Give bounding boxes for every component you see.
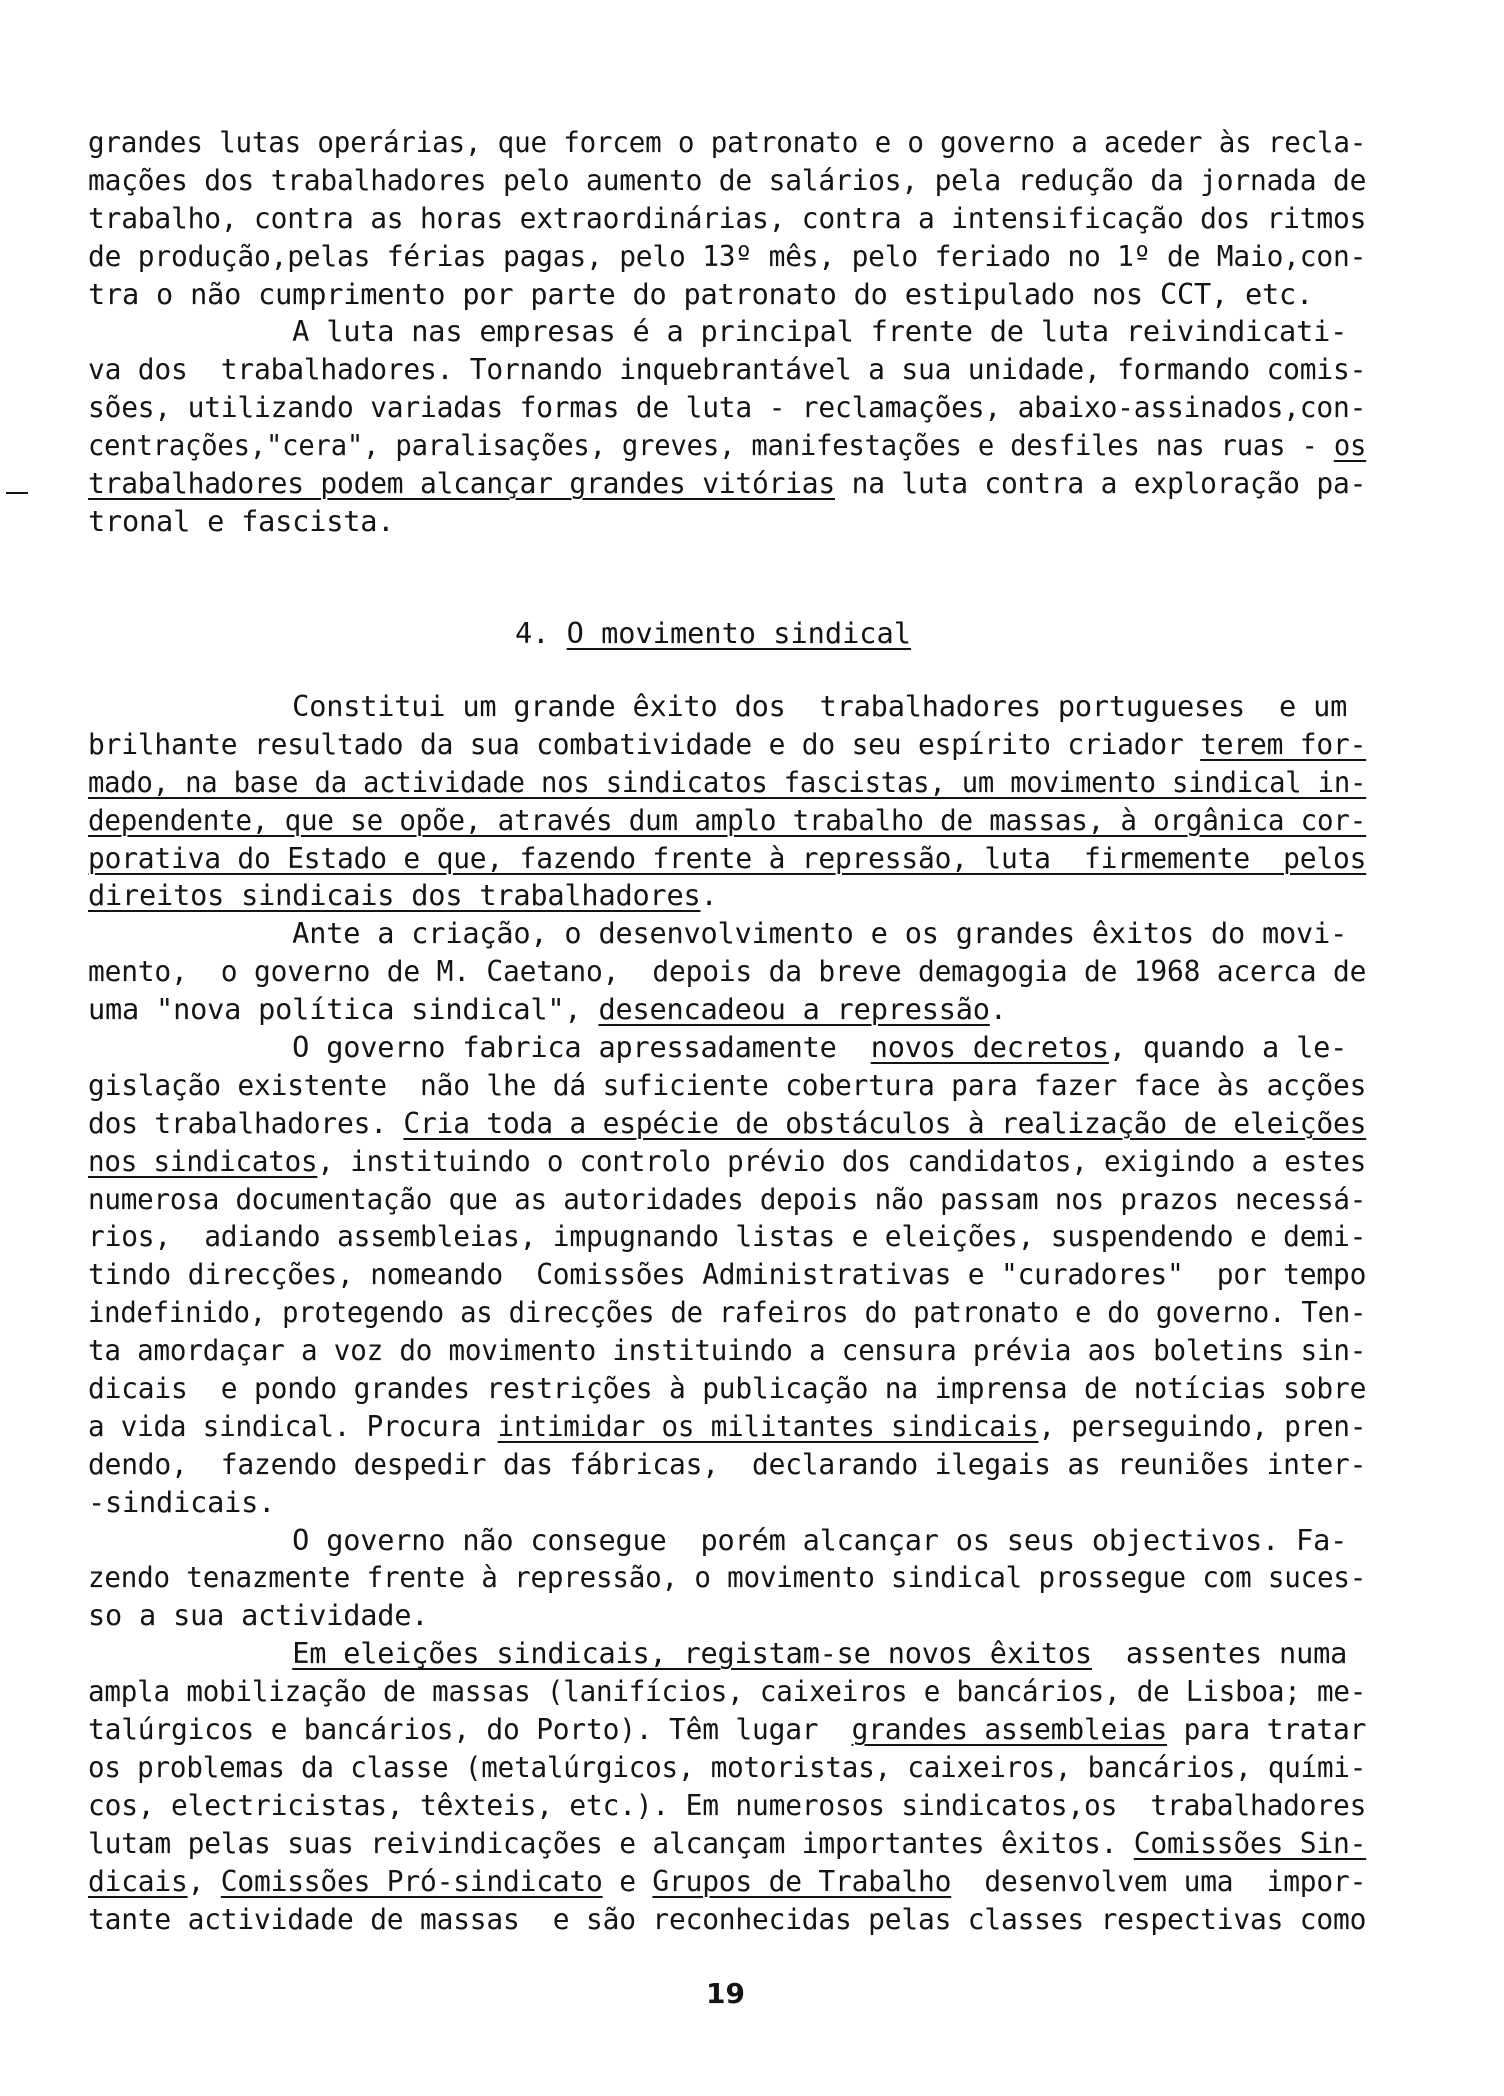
- text-segment: cos, electricistas, têxteis, etc.). Em numerosos sindicatos,os trabalhadores: [88, 1787, 1367, 1822]
- text-line: [88, 1711, 1367, 1749]
- text-line: [88, 1484, 1366, 1522]
- text-segment: e: [602, 1863, 653, 1898]
- underlined-text: trabalhadores podem alcançar grandes vitórias: [88, 466, 835, 501]
- text-segment: zendo tenazmente frente à repressão, o movimento sindical prossegue com suces-: [88, 1560, 1367, 1595]
- text-line: [88, 1597, 1366, 1635]
- text-segment: grandes lutas operárias, que forcem o patronato e o governo a aceder às recla-: [88, 125, 1367, 159]
- text-line: [88, 877, 1366, 915]
- text-line: [88, 276, 1366, 314]
- text-line: [88, 840, 1367, 878]
- text-segment: dos trabalhadores.: [88, 1105, 404, 1140]
- underlined-text: Comissões Pró-sindicato: [220, 1863, 603, 1898]
- text-line: [88, 764, 1367, 802]
- text-segment: dendo, fazendo despedir das fábricas, declarando ilegais as reuniões inter-: [88, 1446, 1367, 1481]
- text-line: [88, 313, 1366, 351]
- text-block-main: [88, 688, 1366, 1938]
- text-segment: [88, 1636, 292, 1670]
- text-line: [88, 238, 1367, 276]
- underlined-text: Em eleições sindicais, registam-se novos êxitos: [292, 1636, 1092, 1671]
- text-segment: tronal e fascista.: [88, 503, 395, 538]
- underlined-text: desencadeou a repressão: [598, 992, 990, 1027]
- underlined-text: mado, na base da actividade nos sindicatos fascistas, um movimento sindical in-: [88, 764, 1367, 799]
- text-segment: trabalho, contra as horas extraordinárias, contra a intensificação dos ritmos: [88, 200, 1367, 235]
- underlined-text: dependente, que se opõe, através dum amplo trabalho de massas, à orgânica cor-: [88, 802, 1367, 837]
- text-segment: rios, adiando assembleias, impugnando listas e eleições, suspendendo e demi-: [88, 1219, 1367, 1254]
- text-line: [88, 726, 1367, 764]
- text-line: [88, 1787, 1367, 1825]
- text-line: [88, 1635, 1366, 1673]
- page-number: 19: [706, 1977, 745, 2010]
- paragraph: [88, 688, 1366, 915]
- underlined-text: grandes assembleias: [851, 1712, 1167, 1747]
- underlined-text: Comissões Sin-: [1133, 1825, 1367, 1860]
- text-line: [88, 1559, 1367, 1597]
- text-segment: Ante a criação, o desenvolvimento e os grandes êxitos do movi-: [88, 916, 1348, 951]
- paragraph: [88, 915, 1366, 1029]
- text-segment: de produção,pelas férias pagas, pelo 13º mês, pelo feriado no 1º de Maio,con-: [88, 238, 1367, 273]
- text-line: [88, 124, 1367, 162]
- text-segment: , perseguindo, pren-: [1038, 1408, 1367, 1443]
- text-segment: O governo não consegue porém alcançar os seus objectivos. Fa-: [88, 1522, 1348, 1557]
- text-segment: ,: [187, 1863, 221, 1898]
- text-line: [88, 1901, 1367, 1939]
- text-line: [88, 1673, 1367, 1711]
- text-segment: tante actividade de massas e são reconhecidas pelas classes respectivas como: [88, 1901, 1367, 1936]
- text-line: [88, 162, 1367, 200]
- text-line: [88, 802, 1367, 840]
- text-segment: mento, o governo de M. Caetano, depois da breve demagogia de 1968 acerca de: [88, 954, 1367, 989]
- text-line: [88, 1256, 1367, 1294]
- text-segment: ta amordaçar a voz do movimento instituindo a censura prévia aos boletins sin-: [88, 1333, 1367, 1368]
- text-segment: talúrgicos e bancários, do Porto). Têm lugar: [88, 1712, 852, 1747]
- text-line: [88, 688, 1366, 726]
- text-line: [88, 1067, 1367, 1105]
- paragraph: [88, 1635, 1366, 1938]
- text-segment: gislação existente não lhe dá suficiente cobertura para fazer face às acções: [88, 1067, 1367, 1102]
- text-line: [88, 991, 1366, 1029]
- text-line: [88, 389, 1367, 427]
- underlined-text: novos decretos: [870, 1030, 1109, 1065]
- text-segment: uma "nova política sindical",: [88, 992, 599, 1027]
- text-line: [88, 1408, 1367, 1446]
- text-segment: os problemas da classe (metalúrgicos, motoristas, caixeiros, bancários, quími-: [88, 1749, 1367, 1784]
- text-segment: brilhante resultado da sua combatividade e do seu espírito criador: [88, 726, 1201, 761]
- text-segment: ampla mobilização de massas (lanifícios, caixeiros e bancários, de Lisboa; me-: [88, 1674, 1367, 1709]
- text-segment: mações dos trabalhadores pelo aumento de salários, pela redução da jornada de: [88, 162, 1367, 197]
- underlined-text: os: [1333, 428, 1367, 463]
- text-line: [88, 1218, 1367, 1256]
- underlined-text: porativa do Estado e que, fazendo frente à repressão, luta firmemente pelos: [88, 840, 1367, 875]
- text-line: [88, 1181, 1367, 1219]
- text-line: [88, 1749, 1367, 1787]
- text-segment: tindo direcções, nomeando Comissões Administrativas e "curadores" por tempo: [88, 1257, 1367, 1292]
- text-segment: lutam pelas suas reivindicações e alcançam importantes êxitos.: [88, 1825, 1134, 1860]
- underlined-text: Cria toda a espécie de obstáculos à realização de eleições: [403, 1105, 1367, 1140]
- underlined-text: nos sindicatos: [88, 1143, 318, 1178]
- text-segment: centrações,"cera", paralisações, greves, manifestações e desfiles nas ruas -: [88, 428, 1334, 463]
- text-line: [88, 1863, 1367, 1901]
- text-line: [88, 1143, 1367, 1181]
- text-segment: A luta nas empresas é a principal frente de luta reivindicati-: [88, 314, 1348, 349]
- section-number: 4.: [515, 616, 567, 650]
- text-segment: assentes numa: [1091, 1636, 1348, 1671]
- text-line: [88, 503, 1366, 541]
- text-block-top: [88, 124, 1366, 541]
- text-segment: indefinido, protegendo as direcções de rafeiros do patronato e do governo. Ten-: [88, 1295, 1367, 1330]
- underlined-text: intimidar os militantes sindicais: [497, 1408, 1039, 1443]
- text-segment: para tratar: [1166, 1712, 1367, 1747]
- underlined-text: Grupos de Trabalho: [652, 1863, 952, 1898]
- text-line: [88, 1370, 1367, 1408]
- underlined-text: direitos sindicais dos trabalhadores: [88, 878, 701, 913]
- text-segment: tra o não cumprimento por parte do patronato do estipulado nos CCT, etc.: [88, 276, 1314, 311]
- text-line: [88, 1825, 1367, 1863]
- text-segment: .: [700, 878, 718, 913]
- text-segment: O governo fabrica apressadamente: [88, 1030, 871, 1065]
- section-heading: [515, 614, 911, 652]
- text-line: [88, 1294, 1367, 1332]
- paragraph: [88, 124, 1366, 313]
- text-segment: -sindicais.: [88, 1484, 276, 1519]
- underlined-text: terem for-: [1200, 726, 1367, 761]
- text-line: [88, 953, 1367, 991]
- text-segment: , quando a le-: [1108, 1030, 1348, 1065]
- text-segment: , instituindo o controlo prévio dos candidatos, exigindo a estes: [317, 1143, 1367, 1178]
- text-line: [88, 1332, 1367, 1370]
- text-segment: va dos trabalhadores. Tornando inquebrantável a sua unidade, formando comis-: [88, 352, 1367, 387]
- margin-mark: [6, 492, 28, 494]
- paragraph: [88, 1522, 1366, 1636]
- text-segment: so a sua actividade.: [88, 1598, 429, 1633]
- text-line: [88, 427, 1367, 465]
- text-segment: .: [989, 992, 1007, 1027]
- text-line: [88, 1522, 1366, 1560]
- section-title: O movimento sindical: [566, 616, 911, 650]
- underlined-text: dicais: [88, 1863, 188, 1898]
- text-line: [88, 465, 1367, 503]
- text-segment: a vida sindical. Procura: [88, 1408, 498, 1443]
- text-line: [88, 351, 1367, 389]
- paragraph: [88, 313, 1366, 540]
- paragraph: [88, 1029, 1366, 1522]
- text-segment: desenvolvem uma impor-: [951, 1863, 1367, 1898]
- text-segment: dicais e pondo grandes restrições à publicação na imprensa de notícias sobre: [88, 1371, 1367, 1406]
- text-segment: Constitui um grande êxito dos trabalhadores portugueses e um: [88, 689, 1348, 723]
- text-line: [88, 1105, 1367, 1143]
- text-line: [88, 1029, 1366, 1067]
- text-line: [88, 200, 1367, 238]
- text-line: [88, 1446, 1367, 1484]
- text-line: [88, 915, 1366, 953]
- text-segment: sões, utilizando variadas formas de luta - reclamações, abaixo-assinados,con-: [88, 390, 1367, 425]
- text-segment: na luta contra a exploração pa-: [834, 466, 1367, 501]
- text-segment: numerosa documentação que as autoridades depois não passam nos prazos necessá-: [88, 1181, 1367, 1216]
